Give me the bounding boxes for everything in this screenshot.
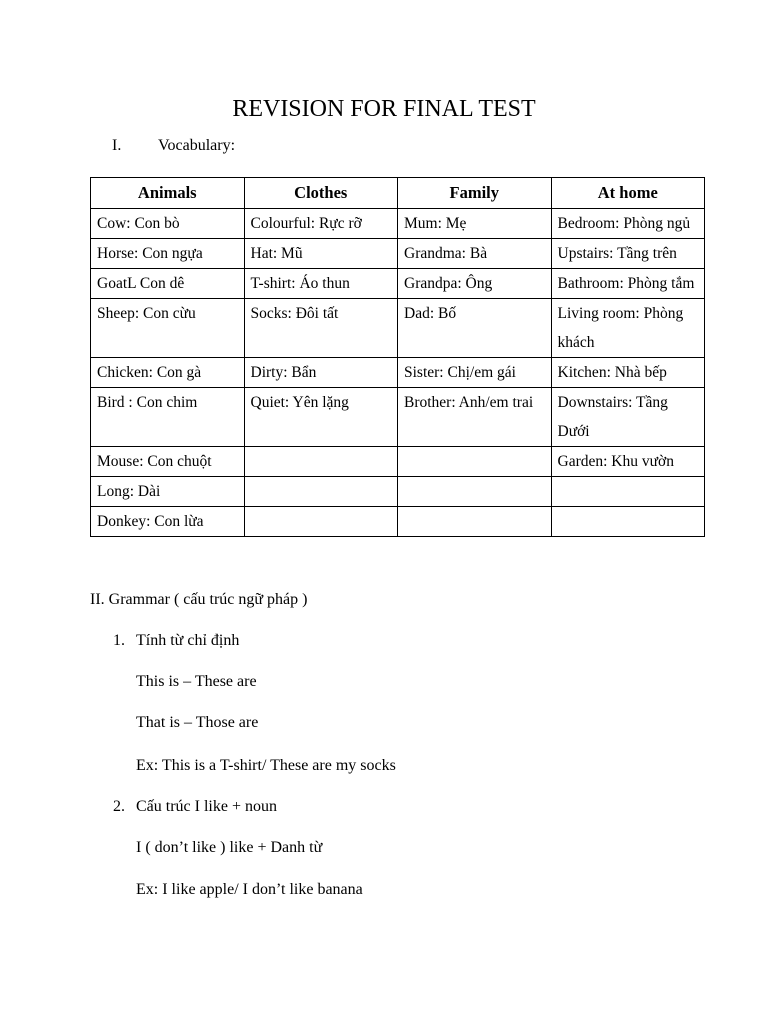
table-cell: Grandpa: Ông <box>398 269 552 299</box>
table-row <box>91 299 705 358</box>
table-cell: Dirty: Bẩn <box>244 358 398 388</box>
table-cell: Garden: Khu vườn <box>551 447 705 477</box>
header-animals: Animals <box>91 178 245 209</box>
table-cell <box>398 507 552 537</box>
vocabulary-label: Vocabulary: <box>158 137 236 154</box>
table-row <box>91 239 705 269</box>
table-row <box>91 477 705 507</box>
table-cell: Bedroom: Phòng ngủ <box>551 209 705 239</box>
grammar-item-2-number: 2. <box>113 798 125 815</box>
table-cell <box>551 477 705 507</box>
table-row <box>91 358 705 388</box>
grammar-item-1-line: This is – These are <box>136 673 257 690</box>
vocabulary-heading <box>112 135 235 157</box>
table-cell: Grandma: Bà <box>398 239 552 269</box>
table-cell: Horse: Con ngựa <box>91 239 245 269</box>
table-cell: Cow: Con bò <box>91 209 245 239</box>
table-cell: Chicken: Con gà <box>91 358 245 388</box>
table-cell: T-shirt: Áo thun <box>244 269 398 299</box>
table-cell <box>398 477 552 507</box>
grammar-item-1-line: That is – Those are <box>136 714 259 731</box>
table-cell: Living room: Phòng khách <box>551 299 705 358</box>
grammar-heading: II. Grammar ( cấu trúc ngữ pháp ) <box>90 591 308 608</box>
grammar-item-1-title: Tính từ chỉ định <box>136 632 240 649</box>
table-cell: Downstairs: Tầng Dưới <box>551 388 705 447</box>
table-cell: Bathroom: Phòng tắm <box>551 269 705 299</box>
table-cell: GoatL Con dê <box>91 269 245 299</box>
table-row <box>91 209 705 239</box>
table-cell: Brother: Anh/em trai <box>398 388 552 447</box>
table-row <box>91 447 705 477</box>
grammar-item-2-example: Ex: I like apple/ I don’t like banana <box>136 881 363 898</box>
header-clothes: Clothes <box>244 178 398 209</box>
table-cell <box>244 507 398 537</box>
table-row <box>91 388 705 447</box>
table-cell: Upstairs: Tầng trên <box>551 239 705 269</box>
table-cell: Mum: Mẹ <box>398 209 552 239</box>
grammar-item-2-line: I ( don’t like ) like + Danh từ <box>136 839 323 856</box>
table-cell: Colourful: Rực rỡ <box>244 209 398 239</box>
vocabulary-table <box>90 177 705 537</box>
table-row <box>91 269 705 299</box>
table-cell: Mouse: Con chuột <box>91 447 245 477</box>
header-at-home: At home <box>551 178 705 209</box>
table-cell: Quiet: Yên lặng <box>244 388 398 447</box>
grammar-item-2-title: Cấu trúc I like + noun <box>136 798 277 815</box>
table-cell: Kitchen: Nhà bếp <box>551 358 705 388</box>
table-cell: Long: Dài <box>91 477 245 507</box>
vocabulary-number: I. <box>112 137 122 154</box>
table-cell: Hat: Mũ <box>244 239 398 269</box>
table-cell: Donkey: Con lừa <box>91 507 245 537</box>
table-cell: Socks: Đôi tất <box>244 299 398 358</box>
table-cell <box>551 507 705 537</box>
grammar-item-1-number: 1. <box>113 632 125 649</box>
table-cell: Sister: Chị/em gái <box>398 358 552 388</box>
table-cell <box>398 447 552 477</box>
table-cell: Sheep: Con cừu <box>91 299 245 358</box>
page-title: REVISION FOR FINAL TEST <box>232 96 536 122</box>
table-header-row <box>91 178 705 209</box>
table-row <box>91 507 705 537</box>
header-family: Family <box>398 178 552 209</box>
grammar-item-1-example: Ex: This is a T-shirt/ These are my socks <box>136 757 396 774</box>
table-cell <box>244 477 398 507</box>
table-cell: Dad: Bố <box>398 299 552 358</box>
table-cell: Bird : Con chim <box>91 388 245 447</box>
table-cell <box>244 447 398 477</box>
